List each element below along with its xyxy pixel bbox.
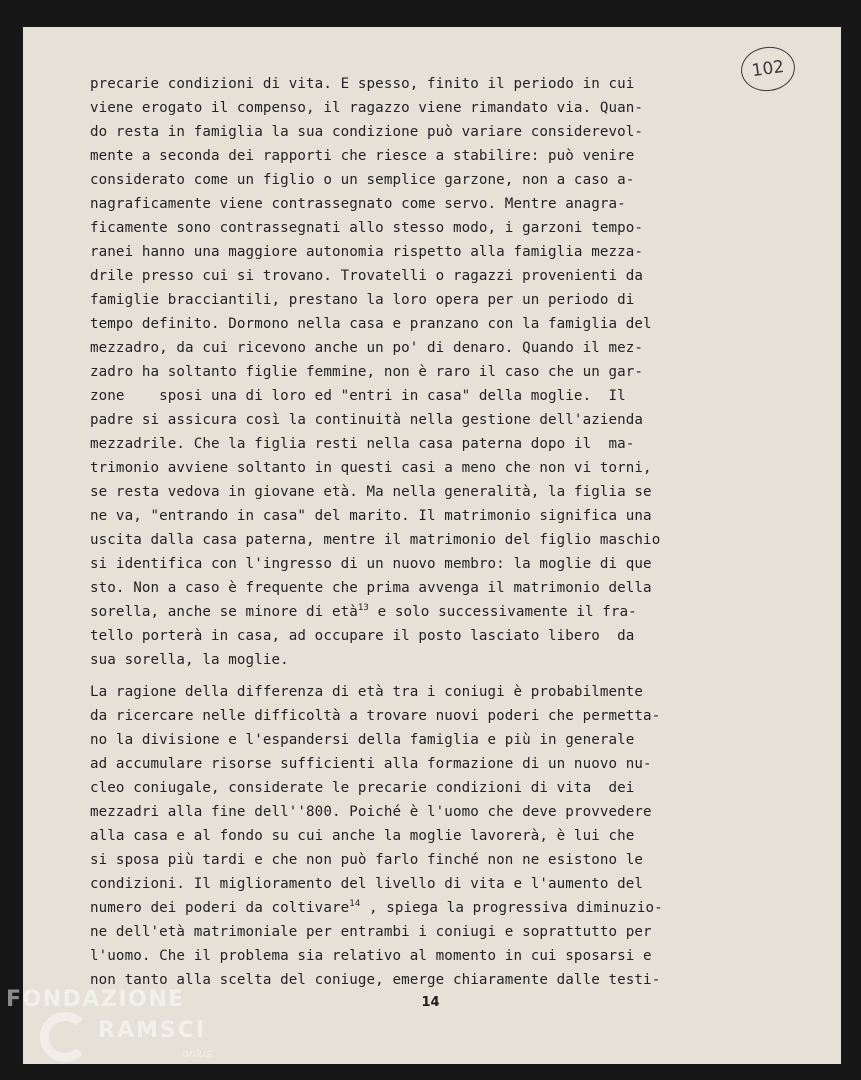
text-line: da ricercare nelle difficoltà a trovare nuovi poderi che permetta-	[90, 708, 661, 724]
text-line: si identifica con l'ingresso di un nuovo membro: la moglie di que	[90, 556, 652, 572]
text-line: La ragione della differenza di età tra i coniugi è probabilmente	[90, 684, 644, 700]
text-line: mezzadrile. Che la figlia resti nella casa paterna dopo il ma-	[90, 436, 635, 452]
text-line: ne dell'età matrimoniale per entrambi i coniugi e soprattutto per	[90, 924, 652, 940]
fondazione-gramsci-watermark	[6, 987, 226, 1077]
text-line: precarie condizioni di vita. E spesso, finito il periodo in cui	[90, 76, 635, 92]
watermark-bottom-text: RAMSCI	[98, 1018, 207, 1043]
text-line: zadro ha soltanto figlie femmine, non è raro il caso che un gar-	[90, 364, 644, 380]
text-line: ficamente sono contrassegnati allo stesso modo, i garzoni tempo-	[90, 220, 644, 236]
text-line: l'uomo. Che il problema sia relativo al momento in cui sposarsi e	[90, 948, 652, 964]
text-line: famiglie bracciantili, prestano la loro opera per un periodo di	[90, 292, 635, 308]
text-line: mezzadro, da cui ricevono anche un po' di denaro. Quando il mez-	[90, 340, 644, 356]
text-line: tello porterà in casa, ad occupare il posto lasciato libero da	[90, 628, 635, 644]
text-line: cleo coniugale, considerate le precarie condizioni di vita dei	[90, 780, 635, 796]
text-line: uscita dalla casa paterna, mentre il matrimonio del figlio maschio	[90, 532, 661, 548]
text-line: mezzadri alla fine dell''800. Poiché è l'uomo che deve provvedere	[90, 804, 652, 820]
text-line: ranei hanno una maggiore autonomia rispetto alla famiglia mezza-	[90, 244, 644, 260]
text-line: sorella, anche se minore di età$^{13}$ e solo successivamente il fra-	[90, 603, 637, 620]
text-line: se resta vedova in giovane età. Ma nella generalità, la figlia se	[90, 484, 652, 500]
text-line: no la divisione e l'espandersi della famiglia e più in generale	[90, 732, 635, 748]
text-line: mente a seconda dei rapporti che riesce a stabilire: può venire	[90, 148, 635, 164]
text-line: sto. Non a caso è frequente che prima avvenga il matrimonio della	[90, 580, 652, 596]
text-line: viene erogato il compenso, il ragazzo viene rimandato via. Quan-	[90, 100, 644, 116]
text-line: trimonio avviene soltanto in questi casi a meno che non vi torni,	[90, 460, 652, 476]
text-line: non tanto alla scelta del coniuge, emerge chiaramente dalle testi-	[90, 972, 661, 988]
text-line: drile presso cui si trovano. Trovatelli o ragazzi provenienti da	[90, 268, 644, 284]
watermark-top-text: FONDAZIONE	[6, 987, 185, 1012]
text-line: condizioni. Il miglioramento del livello di vita e l'aumento del	[90, 876, 644, 892]
paragraph-2	[90, 680, 750, 992]
text-line: numero dei poderi da coltivare$^{14}$ , spiega la progressiva diminuzio-	[90, 899, 663, 916]
paragraph-1	[90, 72, 750, 672]
text-line: tempo definito. Dormono nella casa e pranzano con la famiglia del	[90, 316, 652, 332]
footnote-reference: 13	[357, 603, 369, 613]
text-line: alla casa e al fondo su cui anche la moglie lavorerà, è lui che	[90, 828, 635, 844]
watermark-onlus: onlus	[182, 1047, 212, 1060]
text-line: ne va, "entrando in casa" del marito. Il matrimonio significa una	[90, 508, 652, 524]
text-line: zone sposi una di loro ed "entri in casa" della moglie. Il	[90, 388, 626, 404]
handwritten-folio-number: 102	[738, 43, 798, 94]
text-line: ad accumulare risorse sufficienti alla formazione di un nuovo nu-	[90, 756, 652, 772]
text-line: nagraficamente viene contrassegnato come servo. Mentre anagra-	[90, 196, 626, 212]
text-line: si sposa più tardi e che non può farlo finché non ne esistono le	[90, 852, 644, 868]
text-line: padre si assicura così la continuità nella gestione dell'azienda	[90, 412, 644, 428]
text-line: considerato come un figlio o un semplice garzone, non a caso a-	[90, 172, 635, 188]
page-number: 14	[421, 995, 440, 1010]
watermark-g-logo-icon	[40, 1012, 90, 1062]
body-text	[90, 72, 750, 992]
footnote-reference: 14	[349, 899, 361, 909]
text-line: do resta in famiglia la sua condizione può variare considerevol-	[90, 124, 644, 140]
text-line: sua sorella, la moglie.	[90, 652, 289, 668]
